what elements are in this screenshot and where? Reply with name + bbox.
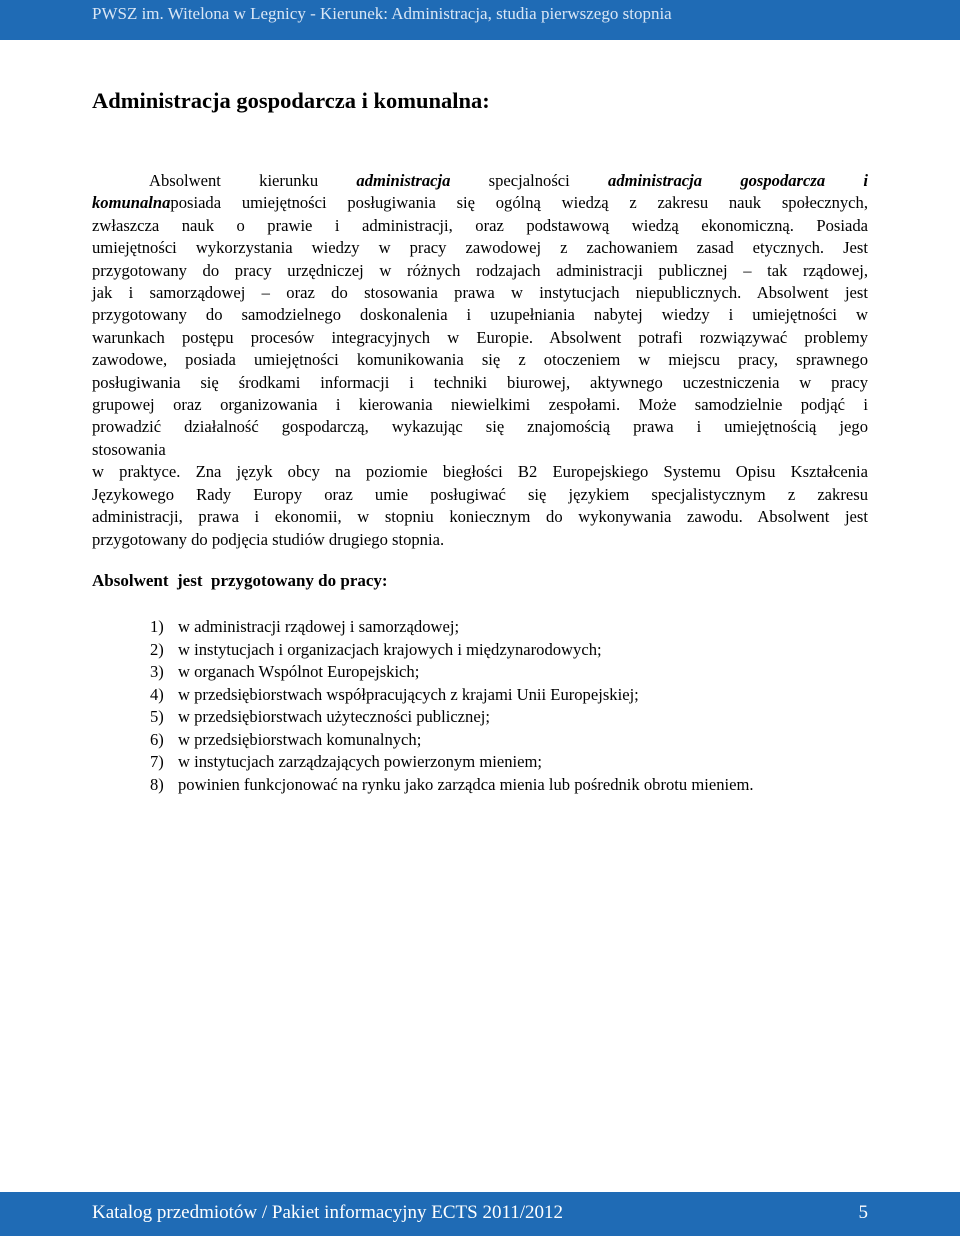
paragraph-line: przygotowany do samodzielnego doskonalenia i uzupełniania nabytej wiedzy i umiejętności w [92, 305, 868, 325]
list-item-number: 8) [150, 774, 164, 794]
section-title: Administracja gospodarcza i komunalna: [92, 88, 490, 113]
list-item [150, 684, 754, 707]
paragraph-line: przygotowany do pracy urzędniczej w różnych rodzajach administracji publicznej – tak rządowej, [92, 260, 868, 280]
paragraph-line: posługiwania się środkami informacji i techniki biurowej, aktywnego uczestniczenia w pracy [92, 372, 868, 392]
list-item-text: w przedsiębiorstwach użyteczności publicznej; [178, 707, 490, 726]
paragraph-line: przygotowany do podjęcia studiów drugiego stopnia. [92, 529, 445, 549]
paragraph-line: Absolwent kierunku administracja specjalności administracja gospodarcza i [149, 171, 868, 190]
header-text: PWSZ im. Witelona w Legnicy - Kierunek: Administracja, studia pierwszego stopnia [92, 4, 672, 23]
paragraph-line: Językowego Rady Europy oraz umie posługiwać się językiem specjalistycznym z zakresu [92, 484, 868, 504]
list-heading: Absolwent jest przygotowany do pracy: [92, 571, 388, 590]
list-item [150, 774, 754, 797]
paragraph-line: jak i samorządowej – oraz do stosowania prawa w instytucjach niepublicznych. Absolwent jest [92, 283, 868, 303]
list-item-text: w przedsiębiorstwach komunalnych; [178, 729, 422, 749]
list-item [150, 661, 754, 684]
paragraph-line: administracji, prawa i ekonomii, w stopniu koniecznym do wykonywania zawodu. Absolwent jest [92, 507, 868, 527]
list-item [150, 729, 754, 752]
description-paragraph [92, 170, 868, 551]
list-item [150, 706, 754, 729]
list-item-text: w administracji rządowej i samorządowej; [178, 617, 460, 636]
list-item-number: 4) [150, 684, 164, 704]
list-item-text: powinien funkcjonować na rynku jako zarządca mienia lub pośrednik obrotu mieniem. [178, 774, 754, 794]
paragraph-line: warunkach postępu procesów integracyjnych w Europie. Absolwent potrafi rozwiązywać problemy [92, 327, 868, 347]
list-item-number: 7) [150, 752, 164, 771]
list-item-number: 6) [150, 729, 164, 749]
list-item-text: w przedsiębiorstwach współpracujących z krajami Unii Europejskiej; [178, 684, 639, 704]
list-item-text: w organach Wspólnot Europejskich; [178, 662, 420, 681]
list-item [150, 639, 754, 662]
paragraph-line: prowadzić działalność gospodarczą, wykazując się znajomością prawa i umiejętnością jego [92, 417, 868, 437]
list-item [150, 751, 754, 774]
paragraph-line: zawodowe, posiada umiejętności komunikowania się z otoczeniem w miejscu pracy, sprawnego [92, 350, 868, 370]
header-band [0, 0, 960, 40]
list-item-number: 5) [150, 707, 164, 726]
list-item-number: 1) [150, 617, 164, 636]
list-item-number: 3) [150, 662, 164, 681]
footer-band [0, 1192, 960, 1236]
paragraph-line: stosowania [92, 439, 166, 459]
paragraph-line: w praktyce. Zna język obcy na poziomie biegłości B2 Europejskiego Systemu Opisu Kształcenia [92, 462, 868, 482]
paragraph-line: komunalnaposiada umiejętności posługiwania się ogólną wiedzą z zakresu nauk społecznych, [92, 193, 868, 213]
list-item-number: 2) [150, 639, 164, 659]
list-item [150, 616, 754, 639]
employment-list [150, 616, 754, 796]
paragraph-line: zwłaszcza nauk o prawie i administracji, oraz podstawową wiedzą ekonomiczną. Posiada [92, 215, 868, 235]
list-item-text: w instytucjach zarządzających powierzonym mieniem; [178, 752, 542, 771]
paragraph-line: umiejętności wykorzystania wiedzy w pracy zawodowej z zachowaniem zasad etycznych. Jest [92, 238, 868, 258]
footer-text: Katalog przedmiotów / Pakiet informacyjny ECTS 2011/2012 [92, 1202, 564, 1223]
paragraph-line: grupowej oraz organizowania i kierowania niewielkimi zespołami. Może samodzielnie podjąć i [92, 395, 868, 415]
list-item-text: w instytucjach i organizacjach krajowych i międzynarodowych; [178, 639, 602, 659]
page-number: 5 [858, 1202, 868, 1223]
